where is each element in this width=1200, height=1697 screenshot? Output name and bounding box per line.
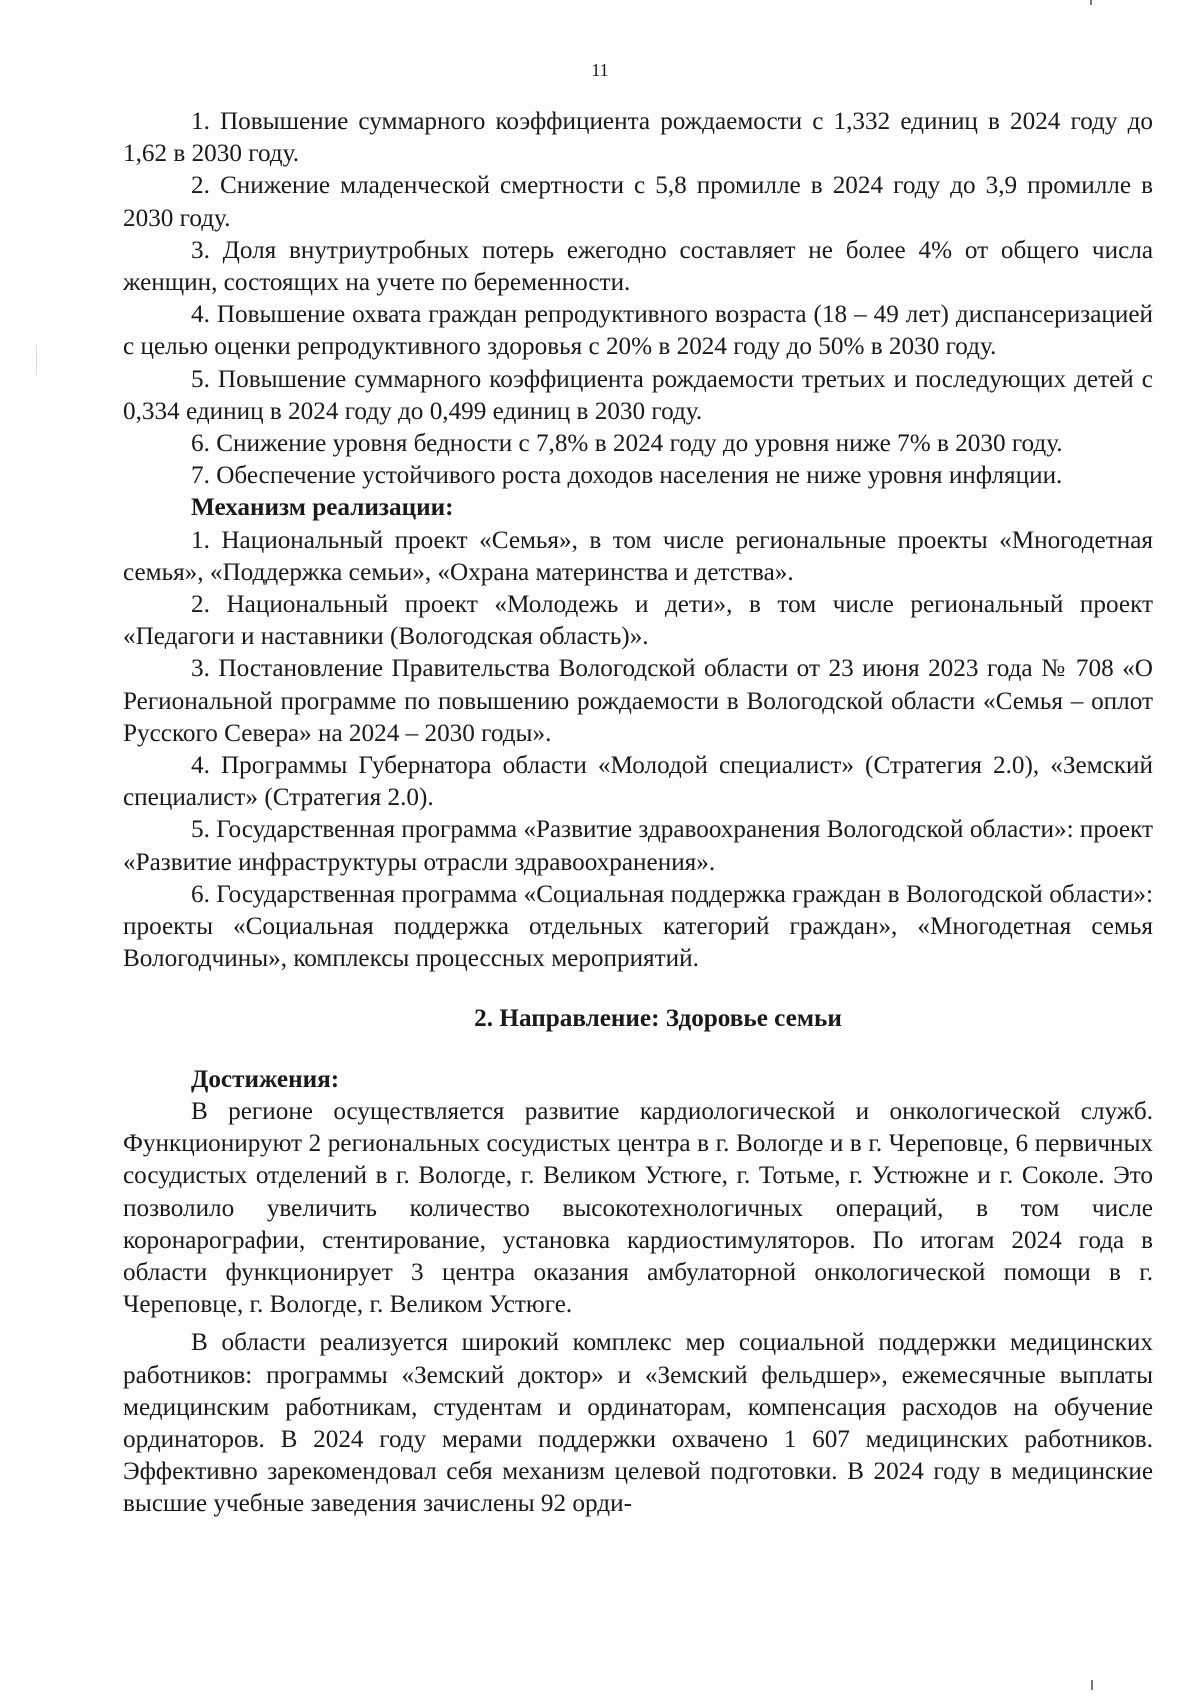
target-item: 6. Снижение уровня бедности с 7,8% в 2024 году до уровня ниже 7% в 2030 году.: [191, 430, 1063, 458]
target-item: 3. Доля внутриутробных потерь ежегодно составляет не более 4% от общего числа женщин, состоящих на учете по беременности.: [123, 236, 1153, 297]
section-heading: 2. Направление: Здоровье семьи: [474, 1005, 842, 1033]
scan-mark: [1091, 1680, 1093, 1690]
mechanism-item: 3. Постановление Правительства Вологодской области от 23 июня 2023 года № 708 «О Региональной программе по повышению рождаемости в Вологодской области «Семья – оплот Русского Севера» на 2024 – 2030 годы».: [123, 655, 1153, 747]
scan-mark: [36, 345, 37, 375]
target-item: 4. Повышение охвата граждан репродуктивного возраста (18 – 49 лет) диспансеризацией с целью оценки репродуктивного здоровья с 20% в 2024 году до 50% в 2030 году.: [123, 301, 1153, 361]
mechanism-item: 5. Государственная программа «Развитие здравоохранения Вологодской области»: проект «Развитие инфраструктуры отрасли здравоохранения».: [123, 816, 1153, 876]
mechanism-item: 4. Программы Губернатора области «Молодой специалист» (Стратегия 2.0), «Земский специалист» (Стратегия 2.0).: [123, 752, 1153, 812]
mechanism-item: 1. Национальный проект «Семья», в том числе региональные проекты «Многодетная семья», «Поддержка семьи», «Охрана материнства и детства».: [123, 526, 1153, 586]
mechanism-item: 6. Государственная программа «Социальная поддержка граждан в Вологодской области»: проекты «Социальная поддержка отдельных категорий граждан», «Многодетная семья Вологодчины», комплексы процессных мероприятий.: [123, 880, 1153, 973]
scan-mark: [1090, 0, 1092, 5]
achievements-paragraph: В регионе осуществляется развитие кардиологической и онкологической служб. Функционируют 2 региональных сосудистых центра в г. Вологде и в г. Череповце, 6 первичных сосудистых отделений в г. Вологде, г. Великом Устюге, г. Тотьме, г. Устюжне и г. Соколе. Это позволило увеличить количество высокотехнологичных операций, в том числе коронарографии, стентирование, установка кардиостимуляторов. По итогам 2024 года в области функционирует 3 центра оказания амбулаторной онкологической помощи в г. Череповце, г. Вологде, г. Великом Устюге.: [123, 1097, 1153, 1319]
achievements-paragraph: В области реализуется широкий комплекс мер социальной поддержки медицинских работников: программы «Земский доктор» и «Земский фельдшер», ежемесячные выплаты медицинским работникам, студентам и ординаторам, компенсация расходов на обучение ординаторов. В 2024 году мерами поддержки охвачено 1 607 медицинских работников. Эффективно зарекомендовал себя механизм целевой подготовки. В 2024 году в медицинские высшие учебные заведения зачислены 92 орди-: [123, 1329, 1153, 1518]
achievements-heading: Достижения:: [191, 1065, 340, 1093]
target-item: 5. Повышение суммарного коэффициента рождаемости третьих и последующих детей с 0,334 единиц в 2024 году до 0,499 единиц в 2030 году.: [123, 365, 1153, 425]
page-number: 11: [591, 60, 609, 80]
target-item: 1. Повышение суммарного коэффициента рождаемости с 1,332 единиц в 2024 году до 1,62 в 2030 году.: [123, 108, 1153, 168]
target-item: 2. Снижение младенческой смертности с 5,8 промилле в 2024 году до 3,9 промилле в 2030 году.: [123, 172, 1153, 232]
mechanism-item: 2. Национальный проект «Молодежь и дети», в том числе региональный проект «Педагоги и наставники (Вологодская область)».: [123, 591, 1153, 651]
mechanism-heading: Механизм реализации:: [191, 494, 454, 522]
document-body: [123, 106, 1153, 1521]
target-item: 7. Обеспечение устойчивого роста доходов населения не ниже уровня инфляции.: [191, 462, 1063, 490]
